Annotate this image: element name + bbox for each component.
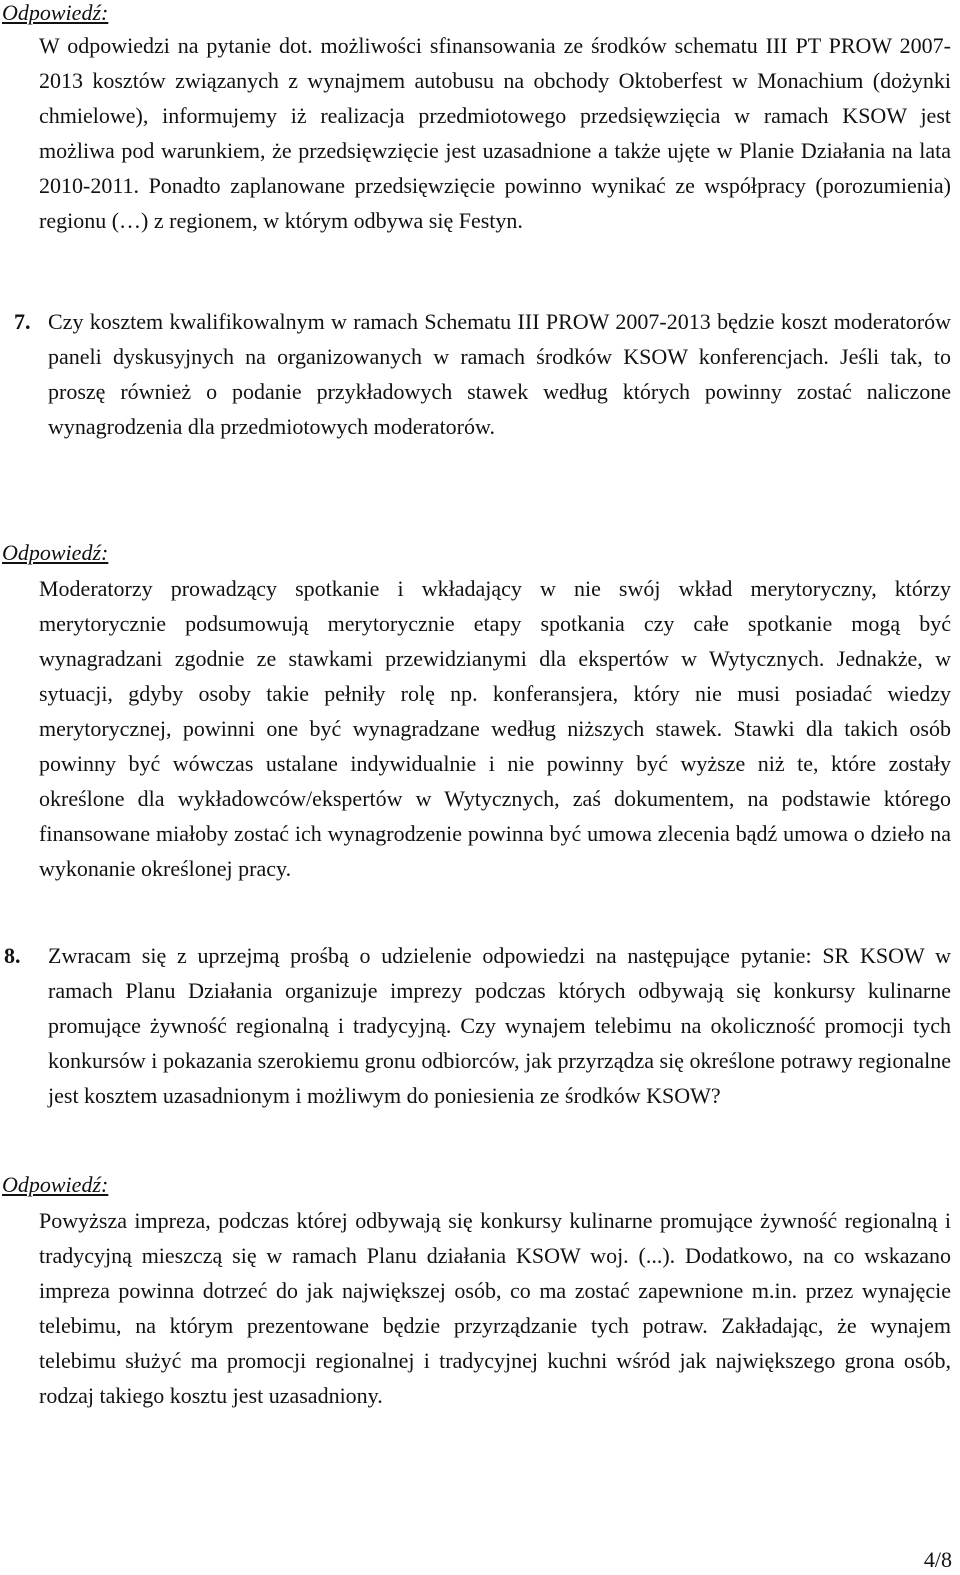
question-8-number: 8. [4,943,21,968]
answer-7-text: Moderatorzy prowadzący spotkanie i wkładający w nie swój wkład merytoryczny, którzy merytorycznie podsumowują merytorycznie etapy spotkania czy całe spotkanie mogą być wynagradzani zgodnie ze stawkami przewidzianymi dla ekspertów w Wytycznych. Jednakże, w sytuacji, gdyby osoby takie pełniły rolę np. konferansjera, który nie musi posiadać wiedzy merytorycznej, powinni one być wynagradzane według niższych stawek. Stawki dla takich osób powinny być wówczas ustalane indywidualnie i nie powinny być wyższe niż te, które zostały określone dla wykładowców/ekspertów w Wytycznych, zaś dokumentem, na podstawie którego finansowane miałoby zostać ich wynagrodzenie powinna być umowa zlecenia bądź umowa o dzieło na wykonanie określonej pracy. [39,576,951,881]
question-8-text: Zwracam się z uprzejmą prośbą o udzielenie odpowiedzi na następujące pytanie: SR KSOW w ramach Planu Działania organizuje imprezy podczas których odbywają się konkursy kulinarne promujące żywność regionalną i tradycyjną. Czy wynajem telebimu na okoliczność promocji tych konkursów i pokazania szerokiemu gronu odbiorców, jak przyrządza się określone potrawy regionalne jest kosztem uzasadnionym i możliwym do poniesienia ze środków KSOW? [48,943,951,1108]
answer-label-1: Odpowiedź: [2,0,109,25]
page-number: 4/8 [923,1547,952,1572]
answer-1-text: W odpowiedzi na pytanie dot. możliwości sfinansowania ze środków schematu III PT PROW 2007-2013 kosztów związanych z wynajmem autobusu na obchody Oktoberfest w Monachium (dożynki chmielowe), informujemy iż realizacja przedmiotowego przedsięwzięcia w ramach KSOW jest możliwa pod warunkiem, że przedsięwzięcie jest uzasadnione a także ujęte w Planie Działania na lata 2010-2011. Ponadto zaplanowane przedsięwzięcie powinno wynikać ze współpracy (porozumienia) regionu (…) z regionem, w którym odbywa się Festyn. [39,33,951,233]
answer-label-8: Odpowiedź: [2,1172,109,1197]
answer-8-text: Powyższa impreza, podczas której odbywają się konkursy kulinarne promujące żywność regionalną i tradycyjną mieszczą się w ramach Planu działania KSOW woj. (...). Dodatkowo, na co wskazano impreza powinna dotrzeć do jak największej osób, co ma zostać zapewnione m.in. przez wynajęcie telebimu, na którym prezentowane będzie przyrządzanie tych potraw. Zakładając, że wynajem telebimu służyć ma promocji regionalnej i tradycyjnej kuchni wśród jak największego grona osób, rodzaj takiego kosztu jest uzasadniony. [39,1208,951,1408]
question-7-text: Czy kosztem kwalifikowalnym w ramach Schematu III PROW 2007-2013 będzie koszt moderatorów paneli dyskusyjnych na organizowanych w ramach środków KSOW konferencjach. Jeśli tak, to proszę również o podanie przykładowych stawek według których powinny zostać naliczone wynagrodzenia dla przedmiotowych moderatorów. [48,309,951,439]
question-7-number: 7. [14,309,31,334]
answer-label-7: Odpowiedź: [2,540,109,565]
